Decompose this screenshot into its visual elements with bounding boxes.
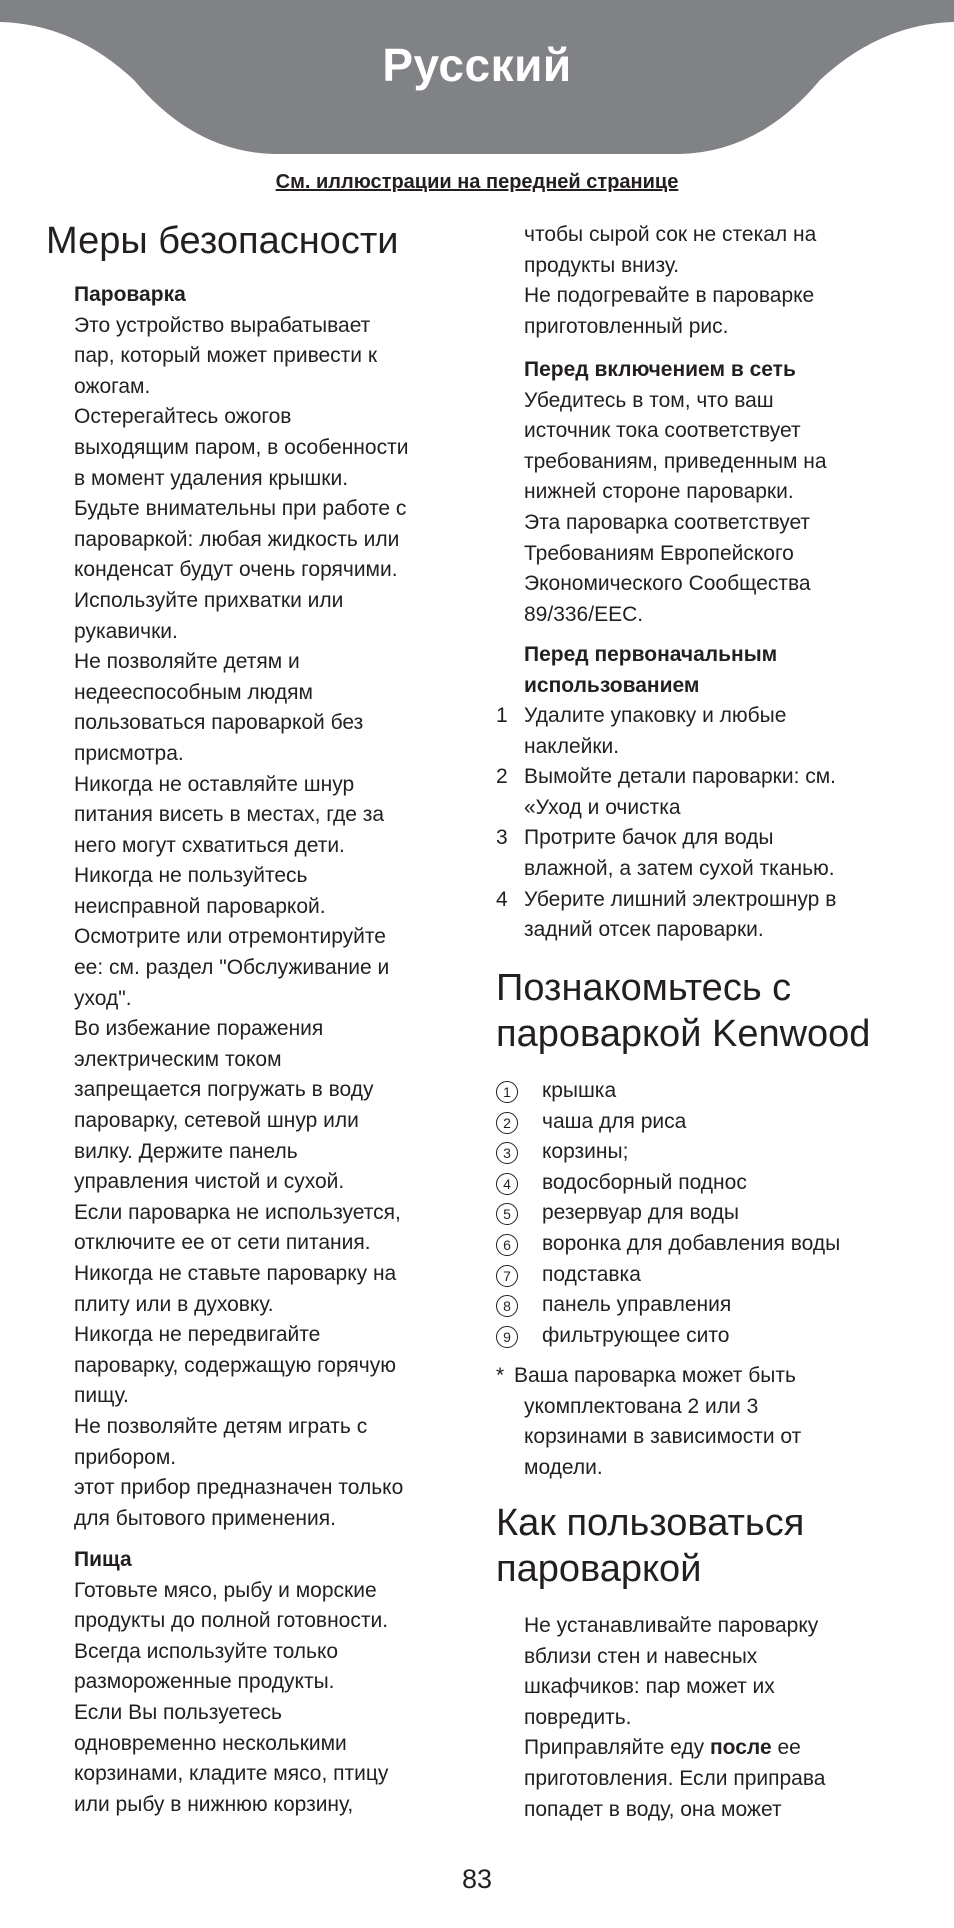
part-item xyxy=(496,1076,840,1107)
text-line: Убедитесь в том, что ваш xyxy=(524,388,774,412)
text-line: Никогда не оставляйте шнур xyxy=(74,772,355,796)
page-number: 83 xyxy=(461,1864,493,1894)
text-line: Если Вы пользуетесь xyxy=(74,1700,282,1724)
seasoning-text-bold: после xyxy=(709,1736,772,1760)
safety-heading: Меры безопасности xyxy=(46,220,399,262)
text-line: для бытового применения. xyxy=(74,1506,336,1530)
text-line: пароварку, сетевой шнур или xyxy=(74,1109,359,1133)
text-line: Осмотрите или отремонтируйте xyxy=(74,925,386,949)
first-use-steps xyxy=(496,701,906,946)
text-line: Во избежание поражения xyxy=(74,1017,324,1041)
text-line: ожогам. xyxy=(74,374,151,398)
text-line: пищу. xyxy=(74,1384,129,1408)
text-line: размороженные продукты. xyxy=(74,1670,335,1694)
text-line: Экономического Сообщества xyxy=(524,572,811,596)
text-line: Готовьте мясо, рыбу и морские xyxy=(74,1578,377,1602)
steamer-heading: Пароварка xyxy=(74,283,186,306)
text-line: одновременно несколькими xyxy=(74,1731,347,1755)
text-line: приготовления. Если приправа xyxy=(524,1766,826,1790)
text-line: недееспособным людям xyxy=(74,680,313,704)
list-item-number: 2 xyxy=(496,765,508,789)
part-number-circle: 3 xyxy=(496,1142,518,1164)
text-line: Не позволяйте детям и xyxy=(74,650,300,674)
part-label: чаша для риса xyxy=(542,1109,687,1133)
part-number-circle: 9 xyxy=(496,1326,518,1348)
text-line: рукавички. xyxy=(74,619,178,643)
part-label: панель управления xyxy=(542,1293,732,1317)
know-heading-line2: пароваркой Kenwood xyxy=(496,1013,871,1055)
text-line: Эта пароварка соответствует xyxy=(524,510,811,534)
how-to-use-heading-line2: пароваркой xyxy=(496,1548,702,1590)
list-item-text: задний отсек пароварки. xyxy=(524,918,764,942)
text-line: 89/336/EEC. xyxy=(524,602,644,626)
text-line: Никогда не пользуйтесь xyxy=(74,864,308,888)
food-heading: Пища xyxy=(74,1548,132,1571)
footnote-line: корзинами в зависимости от xyxy=(524,1425,802,1449)
text-line: Будьте внимательны при работе с xyxy=(74,497,407,521)
text-line: конденсат будут очень горячими. xyxy=(74,558,398,582)
text-line: Требованиям Европейского xyxy=(524,541,794,565)
how-to-use-lines xyxy=(524,1611,825,1733)
seasoning-text-post: ее xyxy=(771,1736,801,1760)
text-line: Остерегайтесь ожогов xyxy=(74,405,292,429)
text-line: управления чистой и сухой. xyxy=(74,1170,345,1194)
how-to-use-text xyxy=(524,1611,825,1825)
footnote-line: Ваша пароварка может быть xyxy=(514,1364,796,1387)
footnote-rest xyxy=(514,1392,801,1484)
before-plugging-text xyxy=(524,386,827,631)
before-first-use-heading-line2: использованием xyxy=(524,673,700,697)
list-item-text: «Уход и очистка xyxy=(524,795,681,819)
part-number-circle: 2 xyxy=(496,1112,518,1134)
seasoning-text-pre: Приправляйте еду xyxy=(524,1736,710,1760)
list-item xyxy=(496,762,906,823)
part-label: воронка для добавления воды xyxy=(542,1231,841,1255)
list-item-number: 4 xyxy=(496,887,508,911)
text-line: плиту или в духовку. xyxy=(74,1292,274,1316)
steamer-section xyxy=(74,280,408,1534)
before-plugging-heading: Перед включением в сеть xyxy=(524,358,796,381)
footnote-line: модели. xyxy=(524,1455,603,1479)
part-item xyxy=(496,1290,840,1321)
footnote xyxy=(496,1361,802,1483)
list-item-text: Протрите бачок для воды xyxy=(524,826,774,850)
text-line: Это устройство вырабатывает xyxy=(74,313,371,337)
text-line: вилку. Держите панель xyxy=(74,1139,298,1163)
part-label: водосборный поднос xyxy=(542,1170,747,1194)
food-text-continued xyxy=(524,220,816,342)
language-title: Русский xyxy=(382,39,572,91)
part-number-circle: 8 xyxy=(496,1295,518,1317)
seasoning-lines xyxy=(524,1764,825,1825)
before-plugging-section xyxy=(524,355,827,630)
text-line: отключите ее от сети питания. xyxy=(74,1231,371,1255)
how-to-use-heading xyxy=(496,1500,804,1592)
list-item-text: Вымойте детали пароварки: см. xyxy=(524,765,837,789)
text-line: источник тока соответствует xyxy=(524,419,801,443)
part-item xyxy=(496,1321,840,1352)
text-line: прибором. xyxy=(74,1445,177,1469)
text-line: корзинами, кладите мясо, птицу xyxy=(74,1762,389,1786)
list-item-text: наклейки. xyxy=(524,734,620,758)
text-line: Не устанавливайте пароварку xyxy=(524,1614,819,1637)
text-line: или рыбу в нижнюю корзину, xyxy=(74,1792,354,1816)
text-line: Используйте прихватки или xyxy=(74,588,344,612)
food-text xyxy=(74,1576,388,1821)
part-number-circle: 1 xyxy=(496,1081,518,1103)
part-number-circle: 4 xyxy=(496,1173,518,1195)
text-line: выходящим паром, в особенности xyxy=(74,435,409,459)
part-item xyxy=(496,1137,840,1168)
text-line: этот прибор предназначен только xyxy=(74,1476,404,1500)
list-item-text: Уберите лишний электрошнур в xyxy=(524,887,837,911)
list-item-text: влажной, а затем сухой тканью. xyxy=(524,856,835,880)
part-item xyxy=(496,1198,840,1229)
footnote-line: укомплектована 2 или 3 xyxy=(524,1394,759,1418)
part-number-circle: 6 xyxy=(496,1234,518,1256)
text-line: чтобы сырой сок не стекал на xyxy=(524,223,817,246)
text-line: запрещается погружать в воду xyxy=(74,1078,374,1102)
text-line: в момент удаления крышки. xyxy=(74,466,349,490)
text-line: Всегда используйте только xyxy=(74,1639,339,1663)
text-line: приготовленный рис. xyxy=(524,314,729,338)
before-first-use-heading xyxy=(524,640,777,701)
steamer-text xyxy=(74,311,408,1535)
text-line: пароварку, содержащую горячую xyxy=(74,1353,396,1377)
text-line: вблизи стен и навесных xyxy=(524,1644,758,1668)
text-line: присмотра. xyxy=(74,741,184,765)
list-item-number: 1 xyxy=(496,704,508,727)
list-item xyxy=(496,701,906,762)
text-line: Если пароварка не используется, xyxy=(74,1200,401,1224)
text-line: питания висеть в местах, где за xyxy=(74,803,385,827)
text-line: Не подогревайте в пароварке xyxy=(524,284,815,308)
part-number-circle: 7 xyxy=(496,1265,518,1287)
text-line: уход". xyxy=(74,986,132,1010)
food-section xyxy=(74,1545,388,1820)
list-item-number: 3 xyxy=(496,826,508,850)
part-label: подставка xyxy=(542,1262,641,1286)
text-line: шкафчиков: пар может их xyxy=(524,1675,775,1699)
text-line: требованиям, приведенным на xyxy=(524,449,827,473)
text-line: повредить. xyxy=(524,1705,632,1729)
list-item-text: Удалите упаковку и любые xyxy=(524,704,787,727)
text-line: Никогда не ставьте пароварку на xyxy=(74,1262,397,1285)
text-line: неисправной пароваркой. xyxy=(74,894,326,918)
text-line: пользоваться пароваркой без xyxy=(74,711,364,735)
how-to-use-heading-line1: Как пользоваться xyxy=(496,1502,805,1544)
part-label: крышка xyxy=(542,1079,617,1102)
text-line: попадет в воду, она может xyxy=(524,1797,782,1821)
part-number-circle: 5 xyxy=(496,1203,518,1225)
text-line: пар, который может привести к xyxy=(74,344,378,368)
before-first-use-heading-line1: Перед первоначальным xyxy=(524,643,778,666)
know-heading-line1: Познакомьтесь с xyxy=(496,967,792,1009)
part-label: фильтрующее сито xyxy=(542,1323,730,1347)
list-item xyxy=(496,823,906,884)
text-line: него могут схватиться дети. xyxy=(74,833,345,857)
part-label: корзины; xyxy=(542,1140,629,1164)
parts-list xyxy=(496,1076,840,1351)
footnote-star: * xyxy=(496,1364,505,1387)
know-your-steamer-heading xyxy=(496,965,870,1057)
seasoning-line xyxy=(524,1733,825,1764)
text-line: пароваркой: любая жидкость или xyxy=(74,527,400,551)
list-item xyxy=(496,885,906,946)
text-line: Никогда не передвигайте xyxy=(74,1323,321,1347)
text-line: ее: см. раздел "Обслуживание и xyxy=(74,956,390,980)
part-item xyxy=(496,1260,840,1291)
see-illustrations-note: См. иллюстрации на передней странице xyxy=(275,171,679,193)
part-item xyxy=(496,1168,840,1199)
part-label: резервуар для воды xyxy=(542,1201,739,1225)
text-line: электрическим током xyxy=(74,1047,282,1071)
text-line: продукты внизу. xyxy=(524,253,680,277)
part-item xyxy=(496,1107,840,1138)
text-line: продукты до полной готовности. xyxy=(74,1609,389,1633)
text-line: нижней стороне пароварки. xyxy=(524,480,794,504)
text-line: Не позволяйте детям играть с xyxy=(74,1414,368,1438)
part-item xyxy=(496,1229,840,1260)
